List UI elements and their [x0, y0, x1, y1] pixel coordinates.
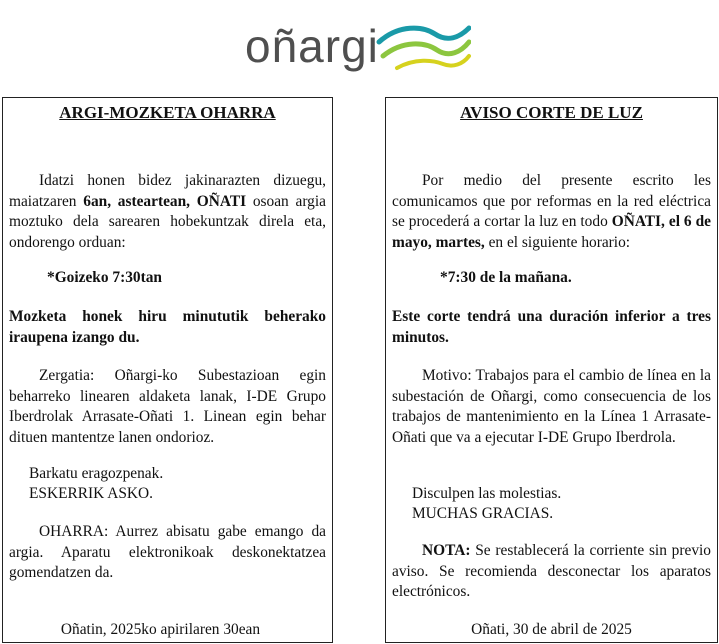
note-paragraph: NOTA: Se restablecerá la corriente sin previo aviso. Se recomienda desconectar los aparatos electrónicos. — [392, 542, 711, 600]
thanks-line: MUCHAS GRACIAS. — [412, 505, 554, 522]
cut-time: *7:30 de la mañana. — [440, 269, 572, 286]
cut-time: *Goizeko 7:30tan — [47, 269, 162, 286]
date-footer: Oñati, 30 de abril de 2025 — [471, 621, 632, 638]
panel-title: ARGI-MOZKETA OHARRA — [59, 103, 276, 122]
apology-line: Barkatu eragozpenak. — [29, 465, 164, 482]
panel-title: AVISO CORTE DE LUZ — [460, 103, 643, 122]
notice-panel-spanish — [385, 97, 718, 643]
duration-paragraph: Mozketa honek hiru minututik beherako iraupena izango du. — [9, 308, 326, 346]
date-footer: Oñatin, 2025ko apirilaren 30ean — [60, 621, 261, 638]
apology-line: Disculpen las molestias. — [412, 485, 562, 502]
reason-paragraph: Motivo: Trabajos para el cambio de línea en la subestación de Oñargi, como consecuencia de los trabajos de mantenimiento en la Línea 1 Arrasate-Oñati que va a ejecutar I-DE Grupo Iberdrola. — [392, 367, 711, 446]
onargi-logo — [243, 14, 473, 84]
thanks-line: ESKERRIK ASKO. — [29, 485, 153, 502]
reason-paragraph: Zergatia: Oñargi-ko Subestazioan egin beharreko linearen aldaketa lanak, I-DE Grupo Iberdrolak Arrasate-Oñati 1. Linean egin behar dituen mantentze lanen ondorioz. — [9, 367, 326, 446]
notice-panel-basque — [2, 97, 333, 643]
note-paragraph: OHARRA: Aurrez abisatu gabe emango da argia. Aparatu elektronikoak deskonektatzea gomendatzen da. — [9, 523, 326, 581]
wave-icon — [375, 20, 471, 76]
intro-paragraph: Idatzi honen bidez jakinarazten dizuegu, maiatzaren 6an, asteartean, OÑATI osoan argia moztuko dela sarearen hobekuntzak direla eta, ondorengo orduan: — [9, 172, 326, 251]
duration-paragraph: Este corte tendrá una duración inferior a tres minutos. — [392, 308, 711, 346]
logo-wordmark: oñargi — [245, 20, 379, 72]
intro-paragraph: Por medio del presente escrito les comunicamos que por reformas en la red eléctrica se procederá a cortar la luz en todo OÑATI, el 6 de mayo, martes, en el siguiente horario: — [392, 172, 711, 251]
